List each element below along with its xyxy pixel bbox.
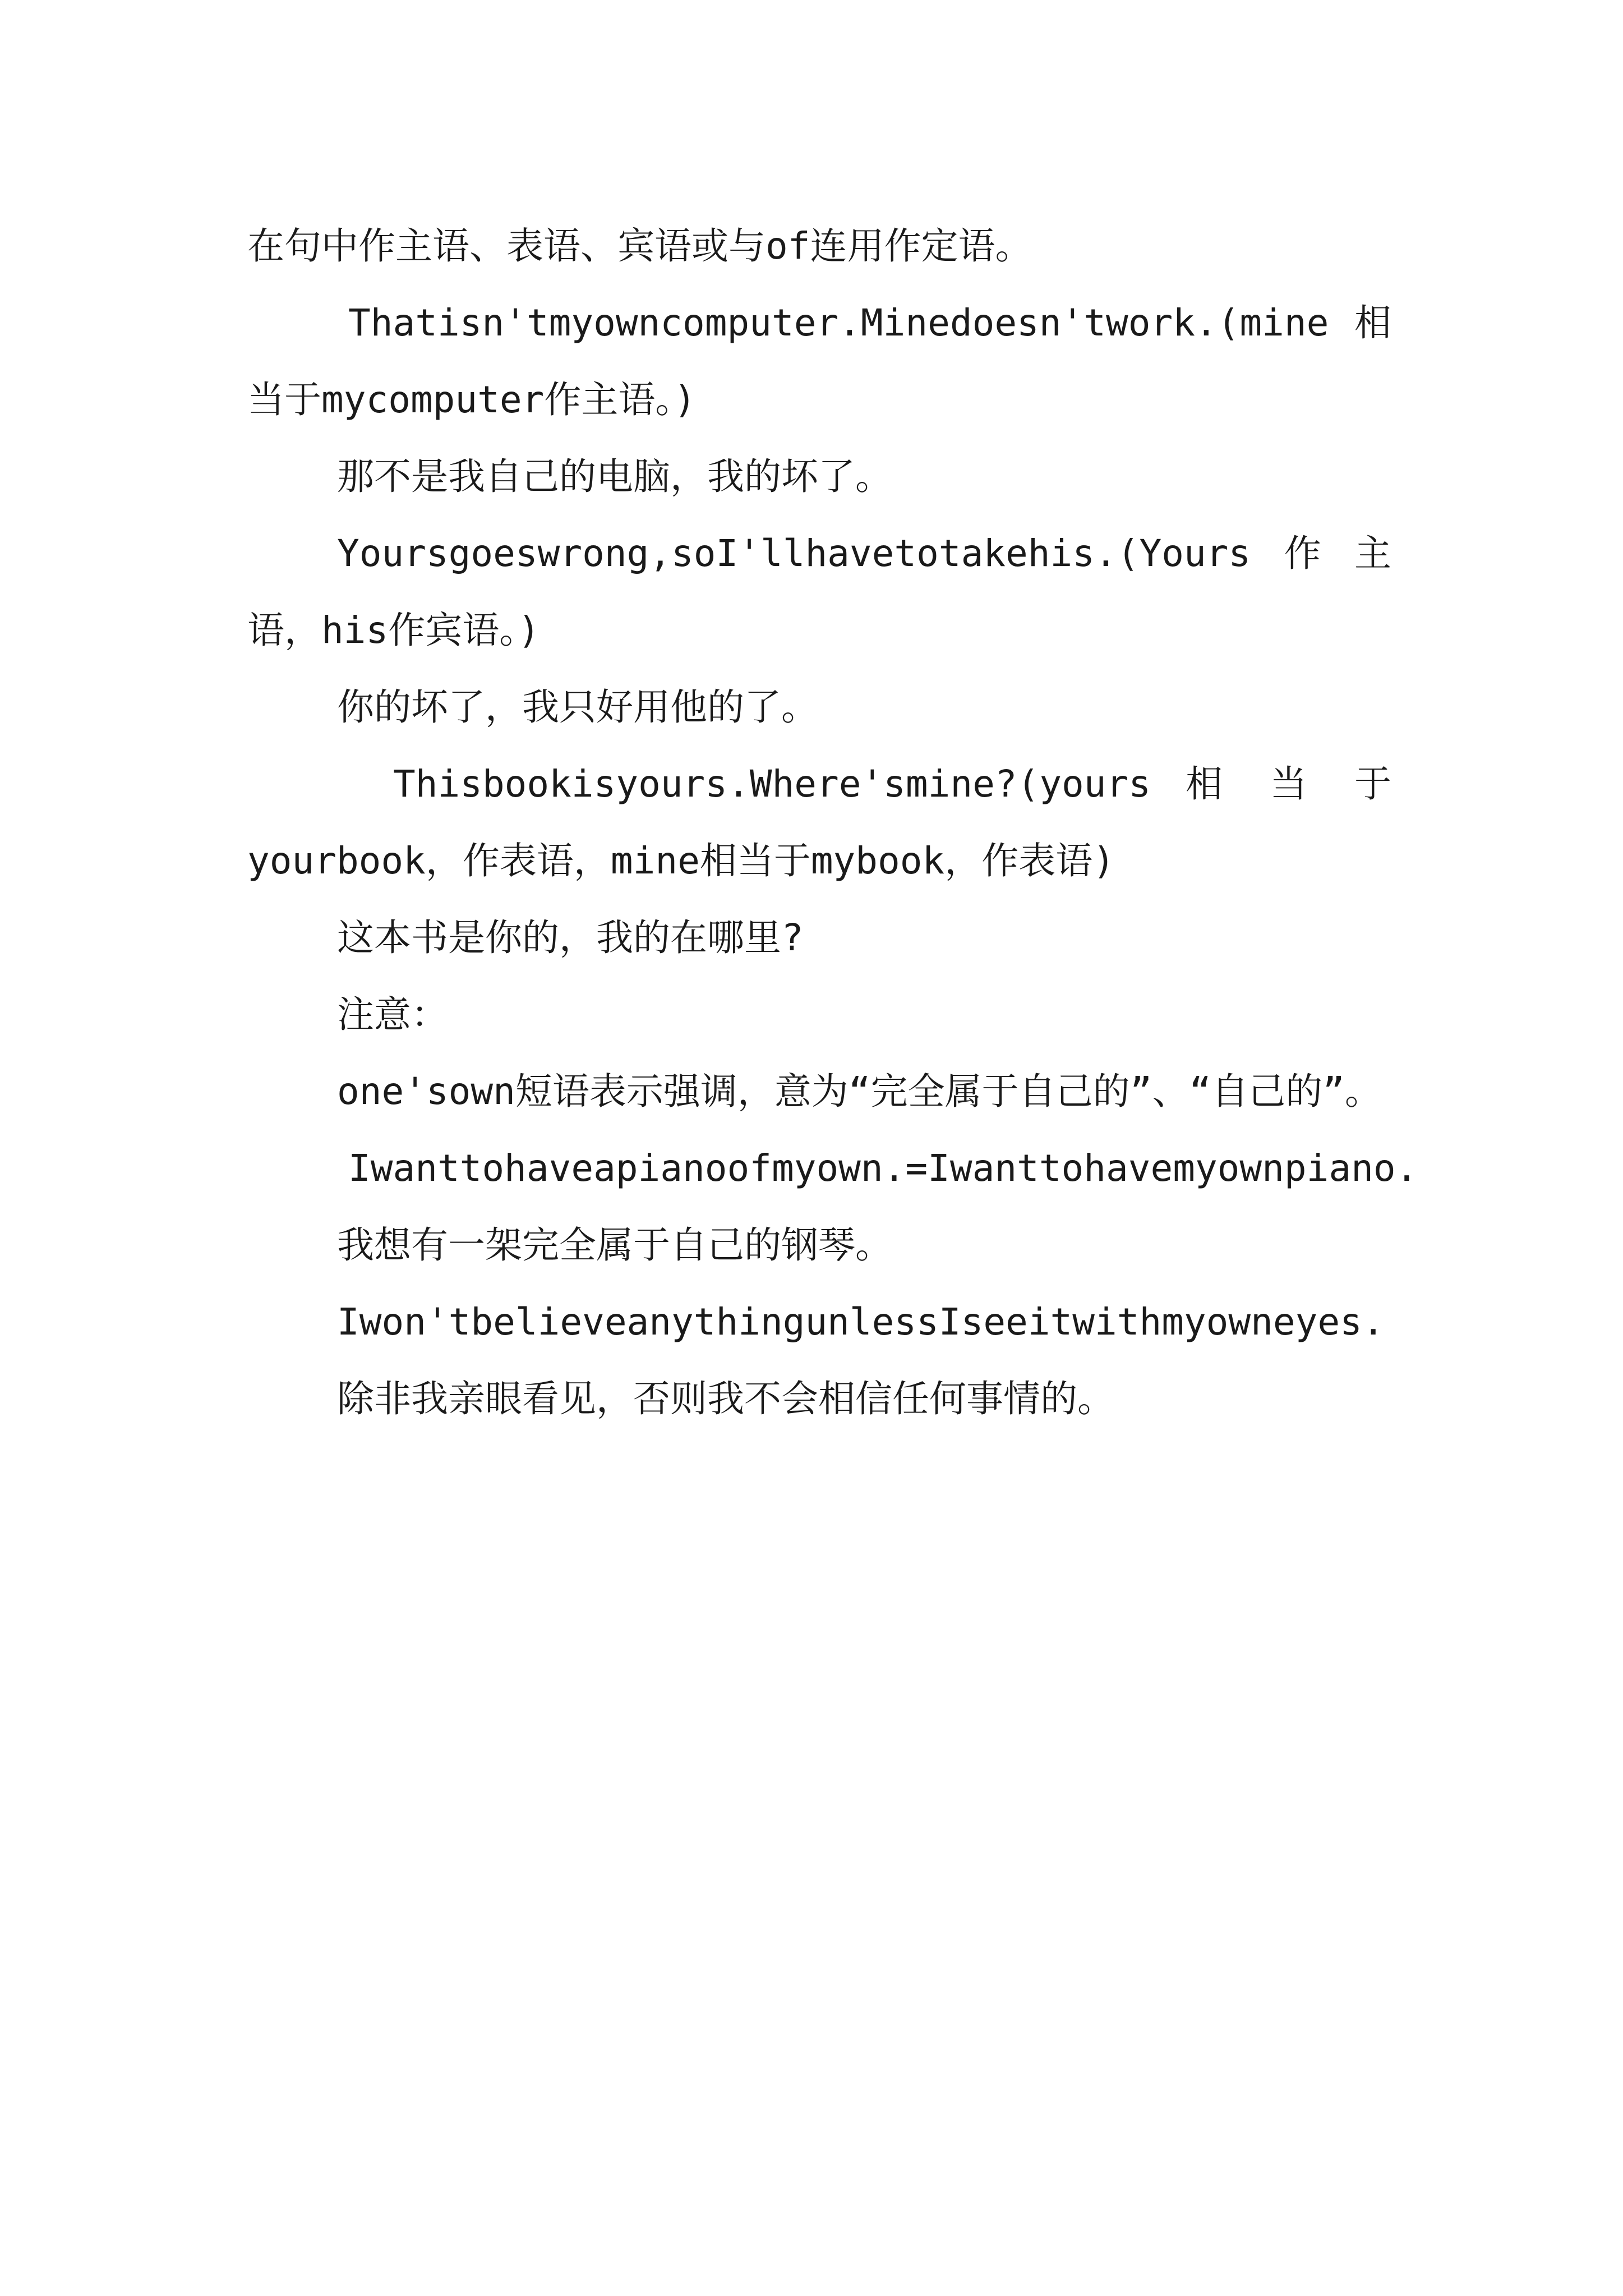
paragraph-1: 在句中作主语、表语、宾语或与of连用作定语。	[247, 224, 1032, 268]
paragraph-8: 注意：	[337, 993, 448, 1036]
paragraph-2: Thatisn'tmyowncomputer.Minedoesn'twork.(mine 相当于mycomputer作主语。)	[247, 301, 1391, 421]
paragraph-13: 除非我亲眼看见，否则我不会相信任何事情的。	[337, 1377, 1114, 1420]
paragraph-9: one'sown短语表示强调，意为“完全属于自己的”、“自己的”。	[337, 1070, 1382, 1113]
paragraph-12: Iwon'tbelieveanythingunlessIseeitwithmyowneyes.	[337, 1300, 1385, 1343]
paragraph-6: Thisbookisyours.Where'smine?(yours 相 当 于 yourbook，作表语，mine相当于mybook，作表语)	[247, 762, 1391, 882]
paragraph-10: Iwanttohaveapianoofmyown.=Iwanttohavemyownpiano.	[348, 1147, 1418, 1190]
paragraph-5: 你的坏了，我只好用他的了。	[337, 685, 818, 729]
paragraph-11: 我想有一架完全属于自己的钢琴。	[337, 1223, 892, 1267]
paragraph-7: 这本书是你的，我的在哪里?	[337, 916, 804, 959]
paragraph-3: 那不是我自己的电脑，我的坏了。	[337, 455, 892, 498]
document-body	[247, 208, 1418, 1437]
paragraph-4: Yoursgoeswrong,soI'llhavetotakehis.(Yours作主语，his作宾语。)	[247, 532, 1391, 652]
